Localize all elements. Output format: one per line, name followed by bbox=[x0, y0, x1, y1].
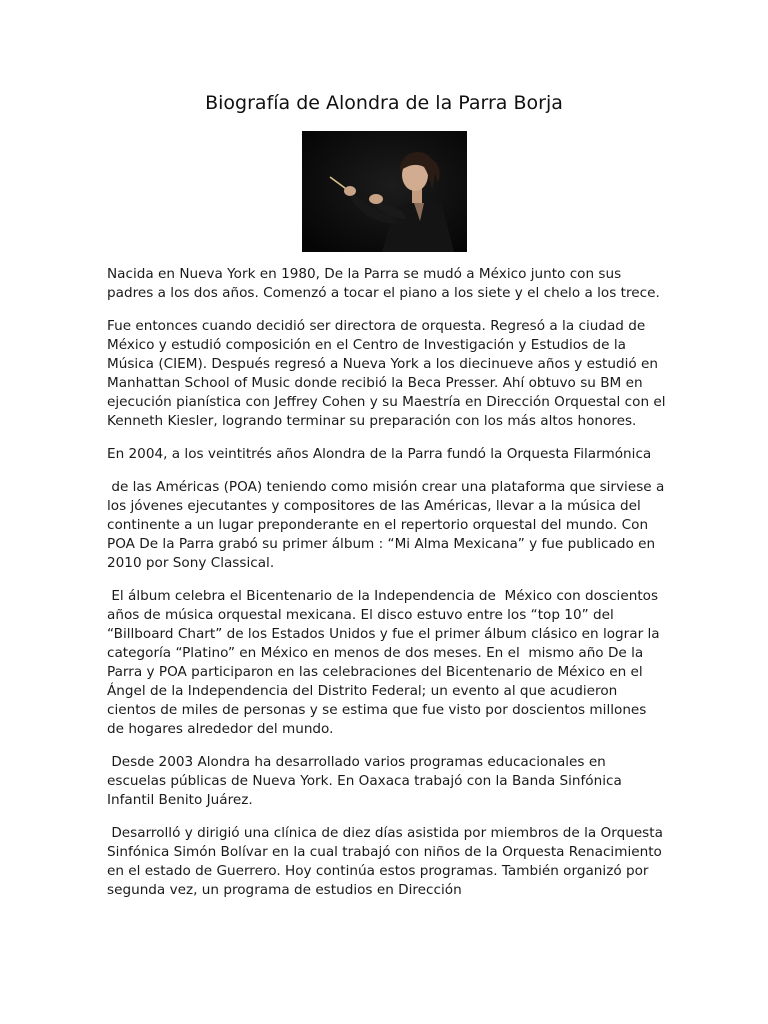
paragraph-3: En 2004, a los veintitrés años Alondra de la Parra fundó la Orquesta Filarmónica bbox=[107, 446, 652, 462]
conductor-photo bbox=[302, 131, 467, 252]
paragraph-2: Fue entonces cuando decidió ser directora de orquesta. Regresó a la ciudad de México y estudió composición en el Centro de Investigación y Estudios de la Música (CIEM). Después regresó a Nueva York a los diecinueve años y estudió en Manhattan School of Music donde recibió la Beca Presser. Ahí obtuvo su BM en ejecución pianística con Jeffrey Cohen y su Maestría en Dirección Orquestal con el Kenneth Kiesler, logrando terminar su preparación con los más altos honores. bbox=[107, 318, 670, 429]
biography-body bbox=[107, 265, 670, 914]
paragraph-4: de las Américas (POA) teniendo como misión crear una plataforma que sirviese a los jóvenes ejecutantes y compositores de las Américas, llevar a la música del continente a un lugar preponderante en el repertorio orquestal del mundo. Con POA De la Parra grabó su primer álbum : “Mi Alma Mexicana” y fue publicado en 2010 por Sony Classical. bbox=[107, 479, 669, 571]
paragraph-1: Nacida en Nueva York en 1980, De la Parra se mudó a México junto con sus padres a los dos años. Comenzó a tocar el piano a los siete y el chelo a los trece. bbox=[107, 266, 660, 301]
paragraph-6: Desde 2003 Alondra ha desarrollado varios programas educacionales en escuelas públicas de Nueva York. En Oaxaca trabajó con la Banda Sinfónica Infantil Benito Juárez. bbox=[107, 754, 627, 808]
paragraph-5: El álbum celebra el Bicentenario de la Independencia de México con doscientos años de música orquestal mexicana. El disco estuvo entre los “top 10” del “Billboard Chart” de los Estados Unidos y fue el primer álbum clásico en lograr la categoría “Platino” en México en menos de dos meses. En el mismo año De la Parra y POA participaron en las celebraciones del Bicentenario de México en el Ángel de la Independencia del Distrito Federal; un evento al que acudieron cientos de miles de personas y se estima que fue visto por doscientos millones de hogares alrededor del mundo. bbox=[107, 588, 664, 737]
paragraph-7: Desarrolló y dirigió una clínica de diez días asistida por miembros de la Orquesta Sinfónica Simón Bolívar en la cual trabajó con niños de la Orquesta Renacimiento en el estado de Guerrero. Hoy continúa estos programas. También organizó por segunda vez, un programa de estudios en Dirección bbox=[107, 825, 668, 898]
document-title: Biografía de Alondra de la Parra Borja bbox=[205, 92, 563, 114]
